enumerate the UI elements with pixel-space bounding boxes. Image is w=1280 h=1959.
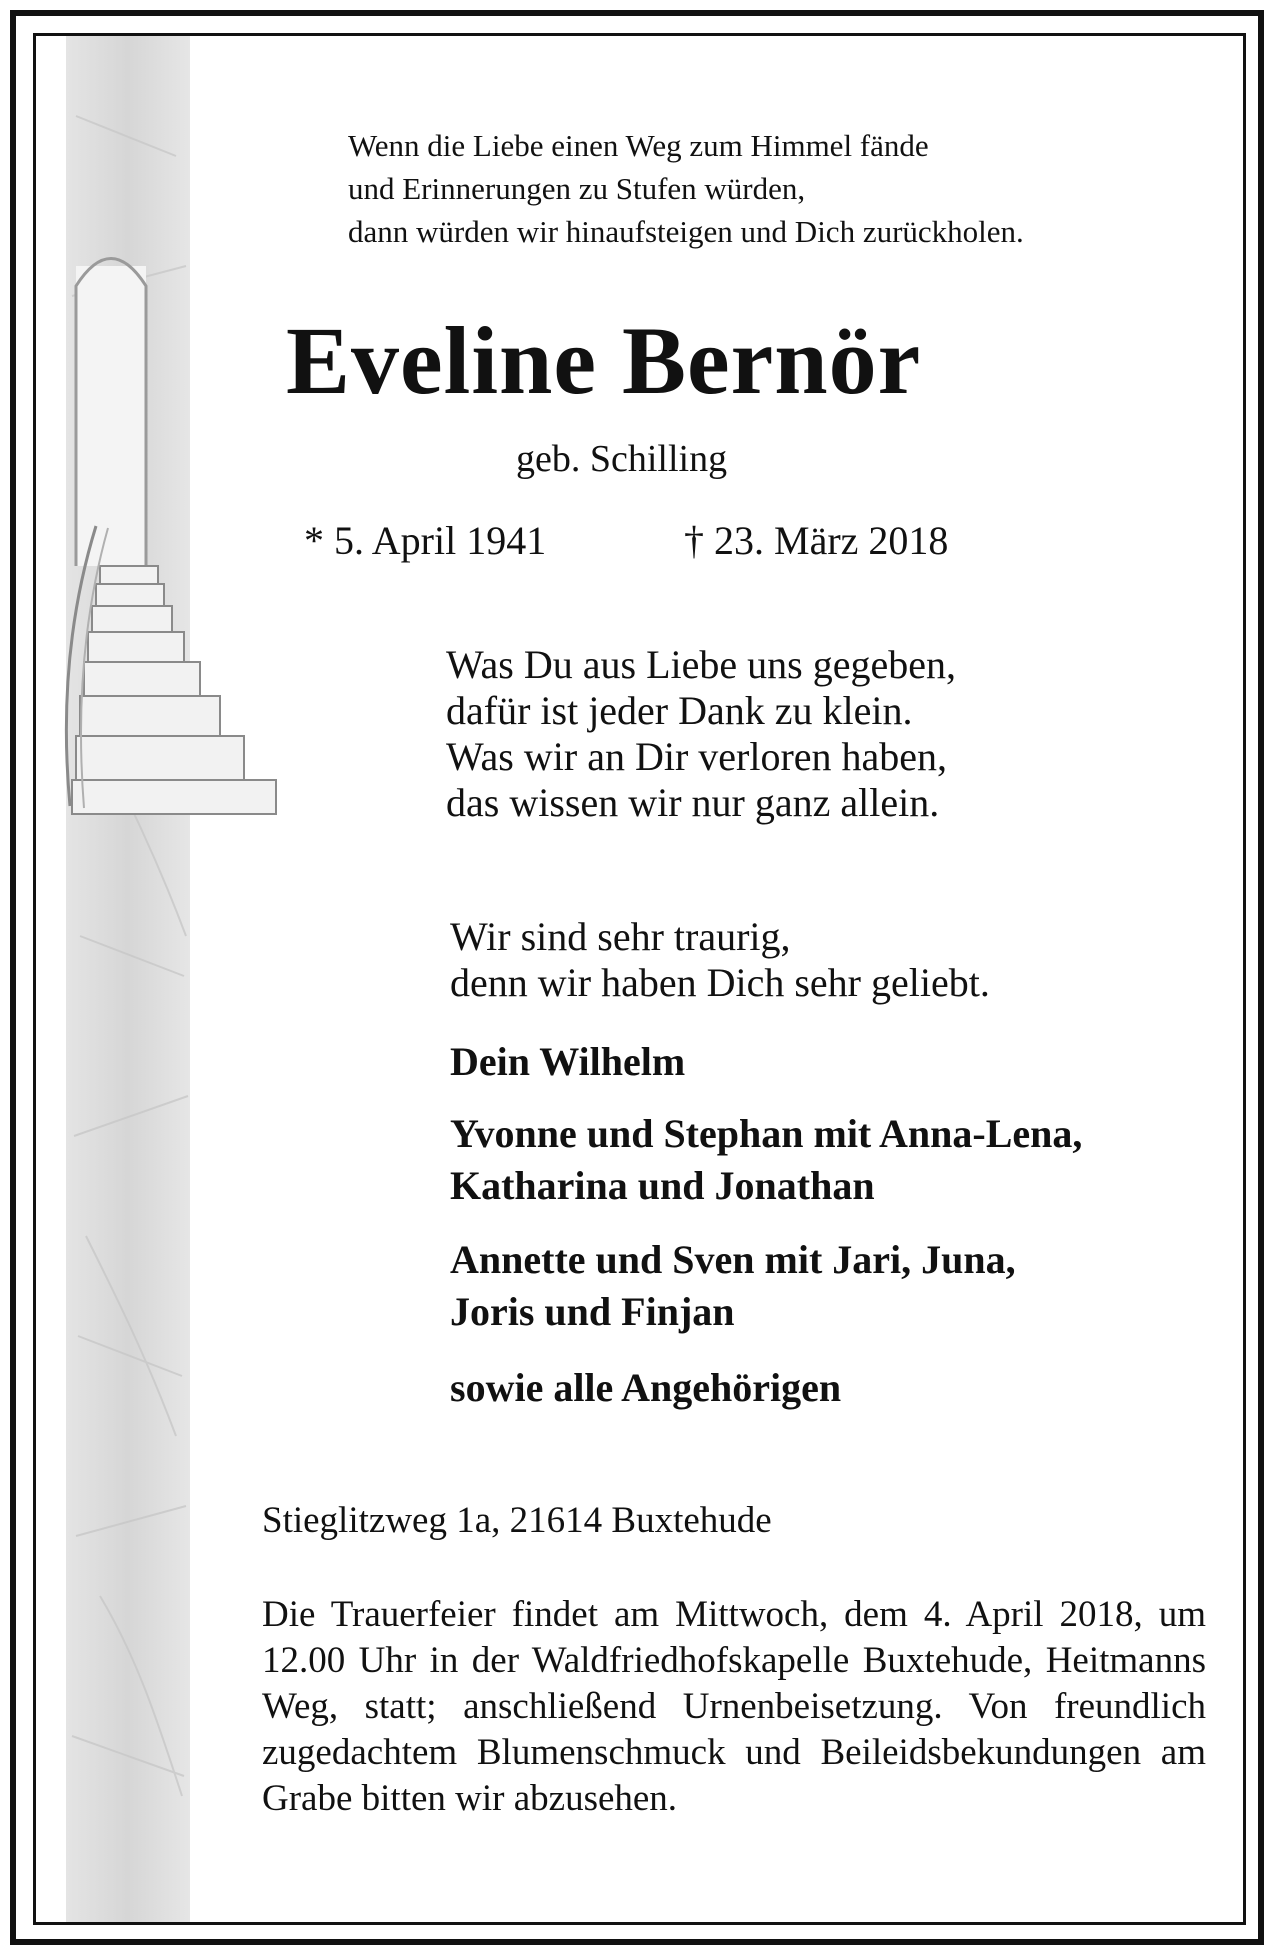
poem-line: Was wir an Dir verloren haben, [446,734,948,779]
motto-verse [348,124,1024,253]
family-line: Annette und Sven mit Jari, Juna, [450,1237,1016,1282]
address: Stieglitzweg 1a, 21614 Buxtehude [262,1500,772,1541]
family-line: Dein Wilhelm [450,1039,686,1084]
motto-line: dann würden wir hinaufsteigen und Dich zurückholen. [348,214,1024,249]
family-husband [450,1036,685,1088]
birth-date: * 5. April 1941 [304,518,547,563]
statement-line: Wir sind sehr traurig, [450,914,791,959]
obituary-card [33,33,1246,1925]
family-line: Joris und Finjan [450,1289,735,1334]
family-line: Yvonne und Stephan mit Anna-Lena, [450,1111,1083,1156]
maiden-name: geb. Schilling [516,438,728,480]
poem-line: das wissen wir nur ganz allein. [446,780,940,825]
statement-line: denn wir haben Dich sehr geliebt. [450,960,990,1005]
poem-line: Was Du aus Liebe uns gegeben, [446,642,956,687]
motto-line: Wenn die Liebe einen Weg zum Himmel fände [348,128,929,163]
death-date: † 23. März 2018 [684,518,949,563]
family-line: Katharina und Jonathan [450,1163,875,1208]
family-relatives [450,1362,841,1414]
family-group-1 [450,1108,1082,1212]
family-group-2 [450,1234,1016,1338]
poem-line: dafür ist jeder Dank zu klein. [446,688,913,733]
funeral-notice: Die Trauerfeier findet am Mittwoch, dem 4. April 2018, um 12.00 Uhr in der Waldfriedhofskapelle Buxtehude, Heitmanns Weg, statt; anschließend Urnenbeisetzung. Von freundlich zugedachtem Blumenschmuck und Beileidsbekundungen am Grabe bitten wir abzusehen. [262,1594,1206,1819]
motto-line: und Erinnerungen zu Stufen würden, [348,171,806,206]
mourning-statement [450,914,990,1006]
deceased-name: Eveline Bernör [286,307,922,414]
family-line: sowie alle Angehörigen [450,1365,842,1410]
memorial-poem [446,642,956,826]
